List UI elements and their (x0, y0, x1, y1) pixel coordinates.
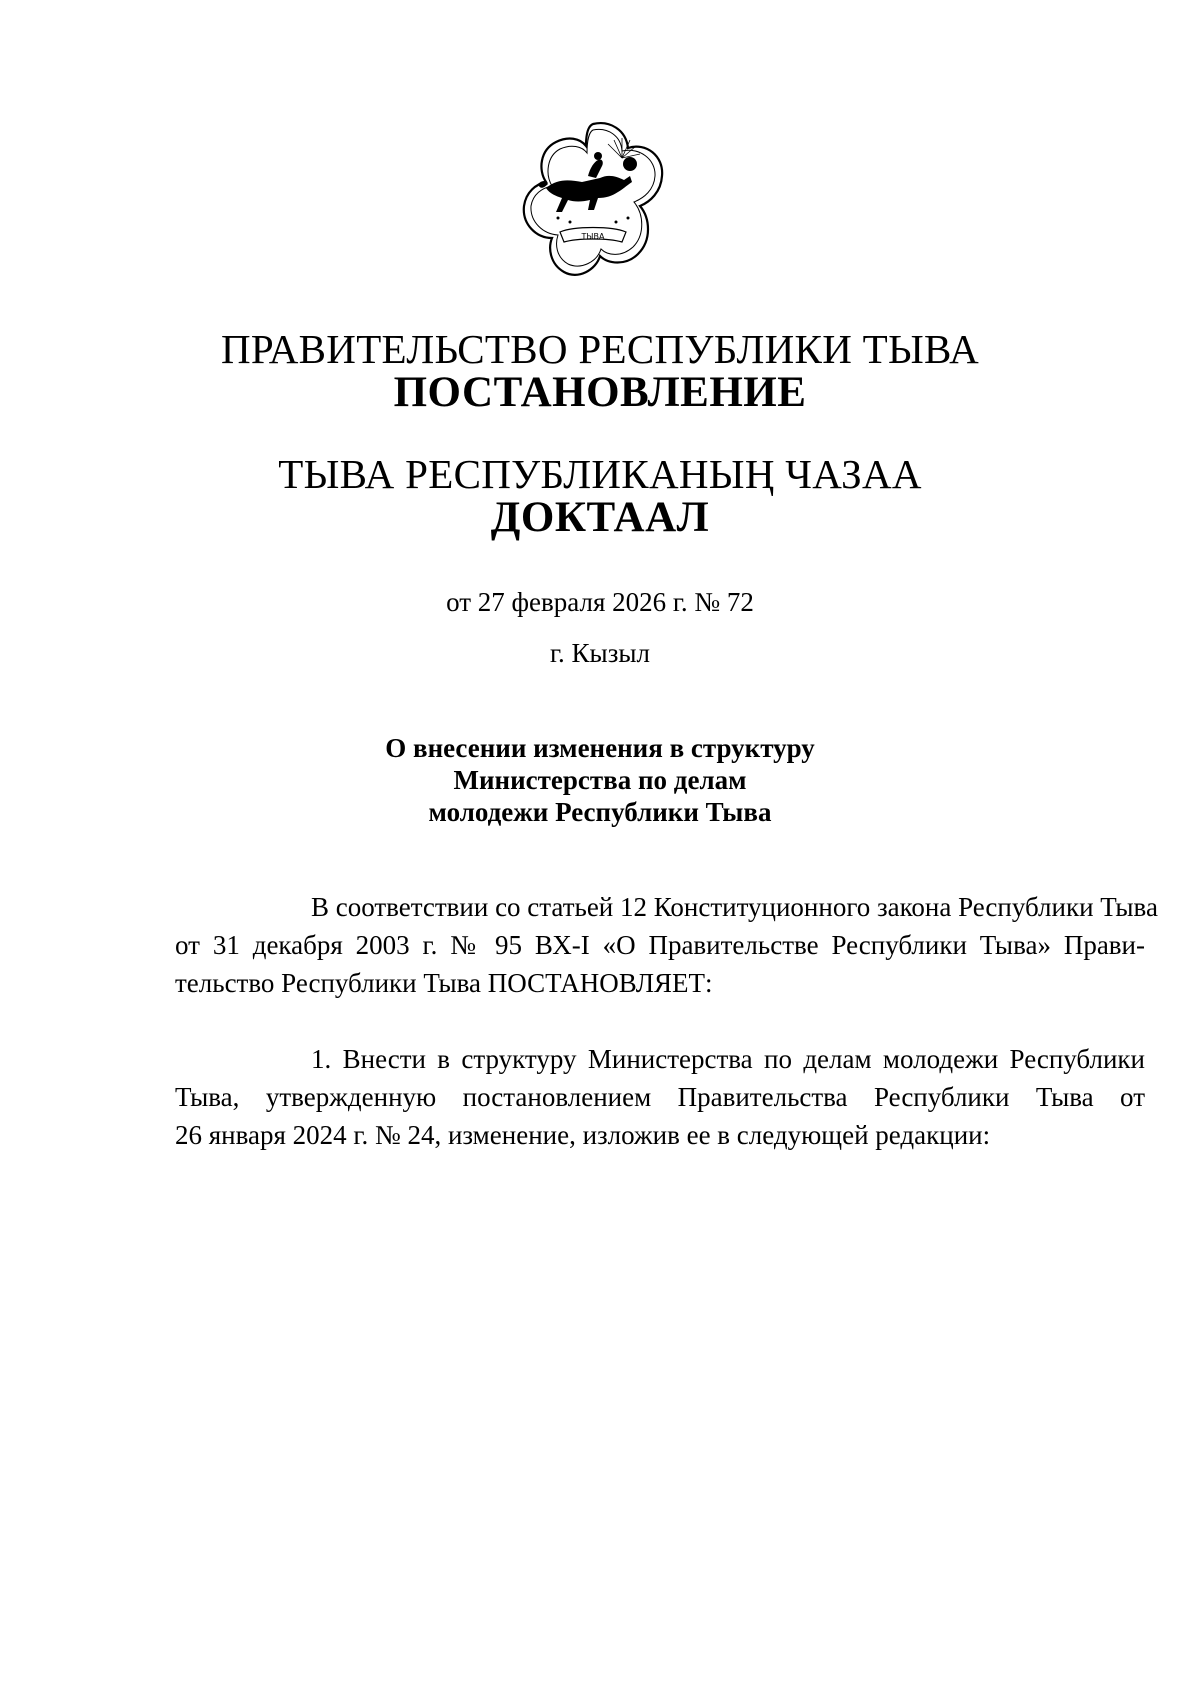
decree-date-number: от 27 февраля 2026 г. № 72 (446, 587, 754, 617)
paragraph-line: 26 января 2024 г. № 24, изменение, изложив ее в следующей редакции: (175, 1120, 991, 1150)
decree-title-tyv: ДОКТААЛ (490, 494, 710, 541)
emblem-inscription: ТЫВА (581, 232, 605, 241)
subject-line: О внесении изменения в структуру (385, 733, 815, 763)
item-1-paragraph (175, 1040, 1145, 1154)
decree-city: г. Кызыл (550, 638, 650, 668)
government-title-ru: ПРАВИТЕЛЬСТВО РЕСПУБЛИКИ ТЫВА (220, 326, 980, 372)
government-title-tyv: ТЫВА РЕСПУБЛИКАНЫҢ ЧАЗАА (278, 451, 922, 497)
paragraph-line: В соответствии со статьей 12 Конституционного закона Республики Тыва (311, 892, 1158, 922)
tuva-coat-of-arms-icon (518, 118, 668, 284)
decree-subject (0, 732, 1200, 828)
paragraph-line: от 31 декабря 2003 г. № 95 ВХ-I «О Правительстве Республики Тыва» Прави- (175, 930, 1145, 960)
preamble-paragraph (175, 888, 1158, 1002)
decree-title-ru: ПОСТАНОВЛЕНИЕ (393, 369, 807, 416)
paragraph-line: Тыва, утвержденную постановлением Правительства Республики Тыва от (175, 1082, 1145, 1112)
subject-line: молодежи Республики Тыва (428, 797, 772, 827)
paragraph-line: 1. Внести в структуру Министерства по делам молодежи Республики (311, 1044, 1145, 1074)
subject-line: Министерства по делам (453, 765, 747, 795)
paragraph-line: тельство Республики Тыва ПОСТАНОВЛЯЕТ: (175, 968, 713, 998)
